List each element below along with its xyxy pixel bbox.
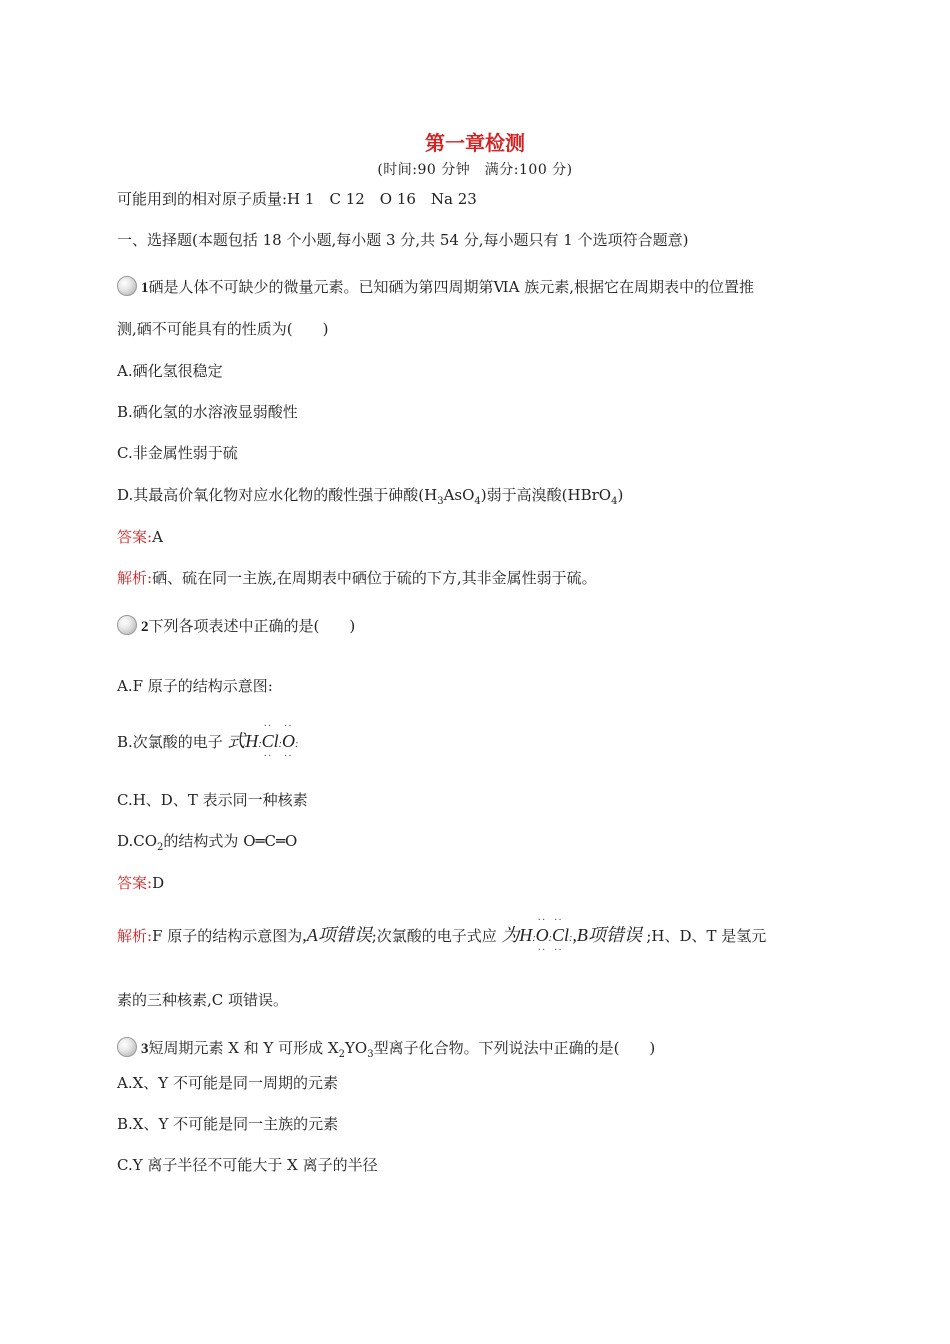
question-1-answer: 答案:A [117,528,163,546]
question-number: 1 [141,280,149,296]
question-1-stem-cont: 测,硒不可能具有的性质为( ) [117,320,329,338]
question-2-option-b: B.次氯酸的电子 式H: ·· Cl ·· : ·· O ·· : [117,721,299,762]
question-number: 2 [141,619,149,635]
question-1-analysis: 解析:硒、硫在同一主族,在周期表中硒位于硫的下方,其非金属性弱于硫。 [117,569,597,587]
question-2-analysis-cont: 素的三种核素,C 项错误。 [117,991,289,1009]
question-number: 3 [141,1041,149,1057]
atomic-masses: 可能用到的相对原子质量:H 1 C 12 O 16 Na 23 [117,190,477,208]
question-2-answer: 答案:D [117,874,165,892]
question-2-stem: 2下列各项表述中正确的是( ) [117,615,355,635]
question-2-option-a: A.F 原子的结构示意图: [117,677,273,695]
question-1-option-d: D.其最高价氧化物对应水化物的酸性强于砷酸$(H_3AsO_4)$弱于高溴酸(HBrO$_4$) [117,486,624,507]
question-1-option-c: C.非金属性弱于硫 [117,444,238,462]
question-1-option-b: B.硒化氢的水溶液显弱酸性 [117,403,298,421]
question-2-analysis: 解析:F 原子的结构示意图为,A项错误;次氯酸的电子式应 为H: ·· O ·· : ·· Cl ·· :,B项错误 ;H、D、T 是氢元 [117,915,767,956]
question-3-option-b: B.X、Y 不可能是同一主族的元素 [117,1115,339,1133]
exam-info: (时间:90 分钟 满分:100 分) [377,162,573,178]
question-marker-icon [117,615,137,635]
question-marker-icon [117,276,137,296]
section-heading: 一、选择题(本题包括 18 个小题,每小题 3 分,共 54 分,每小题只有 1 个选项符合题意) [117,231,689,249]
question-2-option-d: $D.CO_2$的结构式为 O═C═O [117,832,298,853]
hclo-correct-formula: 为H: ·· O ·· : ·· Cl ·· :,B项错误 [501,915,642,956]
question-1-option-a: A.硒化氢很稳定 [117,362,223,380]
question-1-stem: 1硒是人体不可缺少的微量元素。已知硒为第四周期第ⅥA 族元素,根据它在周期表中的位置推 [117,276,754,296]
question-3-option-a: A.X、Y 不可能是同一周期的元素 [117,1074,338,1092]
question-2-option-c: C.H、D、T 表示同一种核素 [117,791,308,809]
question-3-option-c: C.Y 离子半径不可能大于 X 离子的半径 [117,1156,378,1174]
question-3-stem: 3短周期元素 X 和 Y 可形成 $X_2YO_3$型离子化合物。下列说法中正确的是( ) [117,1037,655,1060]
page-title: 第一章检测 [425,131,525,155]
question-marker-icon [117,1037,137,1057]
hclo-electron-formula: 式H: ·· Cl ·· : ·· O ·· : [227,721,299,762]
